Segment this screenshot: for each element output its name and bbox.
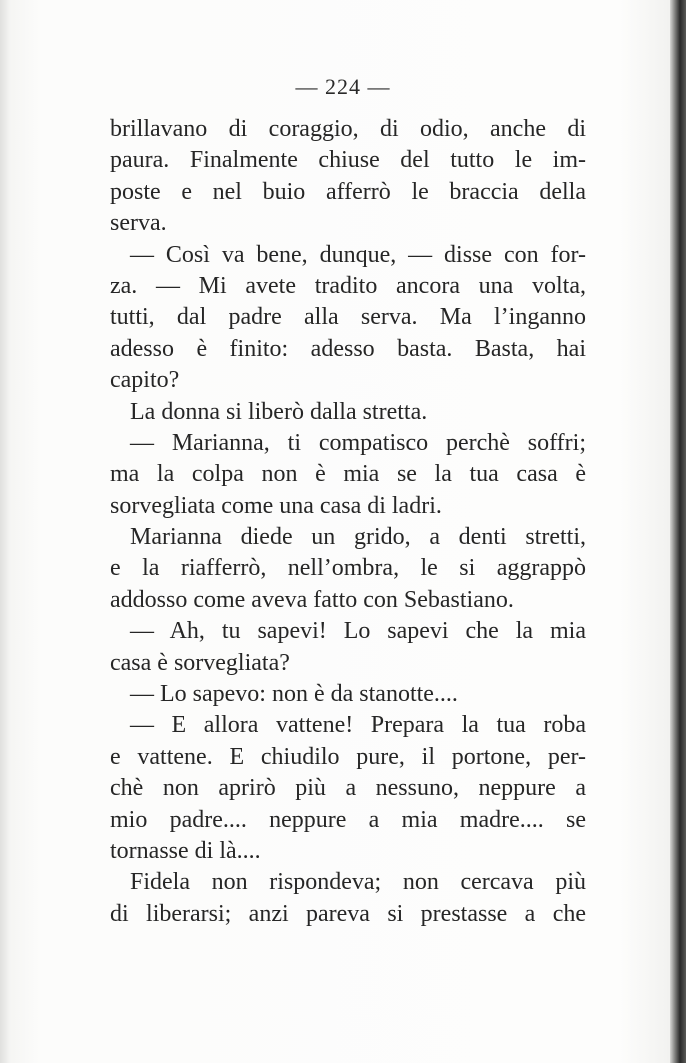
text-line: di liberarsi; anzi pareva si prestasse a che (110, 900, 586, 927)
page-number: — 224 — (295, 74, 391, 99)
text-line: — Ah, tu sapevi! Lo sapevi che la mia (130, 618, 586, 645)
text-line: e vattene. E chiudilo pure, il portone, per- (110, 743, 586, 770)
text-line: tutti, dal padre alla serva. Ma l’inganno (110, 304, 586, 331)
text-line: — E allora vattene! Prepara la tua roba (130, 712, 586, 739)
text-line: casa è sorvegliata? (110, 649, 290, 676)
text-line: chè non aprirò più a nessuno, neppure a (110, 775, 586, 802)
text-line: serva. (110, 210, 167, 237)
text-line: Marianna diede un grido, a denti stretti, (130, 524, 586, 551)
text-line: poste e nel buio afferrò le braccia della (110, 178, 586, 205)
body-text (110, 114, 586, 930)
text-line: za. — Mi avete tradito ancora una volta, (110, 272, 586, 299)
text-line: La donna si liberò dalla stretta. (130, 398, 428, 425)
text-line: ma la colpa non è mia se la tua casa è (110, 461, 586, 488)
text-line: paura. Finalmente chiuse del tutto le im- (110, 147, 586, 174)
page-left-shadow (0, 0, 10, 1063)
text-line: tornasse di là.... (110, 837, 261, 864)
text-line: — Marianna, ti compatisco perchè soffri; (130, 429, 586, 456)
text-line: adesso è finito: adesso basta. Basta, hai (110, 335, 586, 362)
text-line: — Così va bene, dunque, — disse con for- (130, 241, 586, 268)
text-line: addosso come aveva fatto con Sebastiano. (110, 586, 514, 613)
book-binding-edge (670, 0, 686, 1063)
text-line: Fidela non rispondeva; non cercava più (130, 869, 586, 896)
text-line: brillavano di coraggio, di odio, anche di (110, 116, 586, 142)
text-line: mio padre.... neppure a mia madre.... se (110, 806, 586, 833)
text-line: e la riafferrò, nell’ombra, le si aggrappò (110, 555, 586, 582)
text-line: — Lo sapevo: non è da stanotte.... (130, 681, 458, 708)
text-line: sorvegliata come una casa di ladri. (110, 492, 442, 519)
text-line: capito? (110, 367, 180, 394)
